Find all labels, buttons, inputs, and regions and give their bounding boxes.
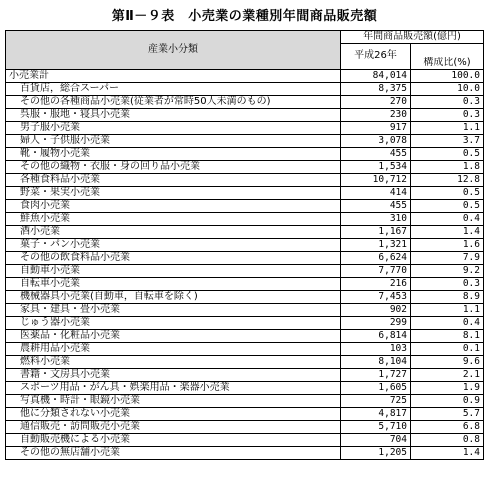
table-row	[6, 290, 484, 303]
table-row	[6, 160, 484, 173]
row-sales-value: 725	[341, 394, 411, 407]
row-sales-value: 299	[341, 316, 411, 329]
row-sales-value: 8,375	[341, 82, 411, 95]
row-ratio-value: 8.9	[411, 290, 484, 303]
row-ratio-value: 1.1	[411, 303, 484, 316]
row-category-name: 食肉小売業	[6, 199, 341, 212]
table-row	[6, 342, 484, 355]
row-ratio-value: 1.6	[411, 238, 484, 251]
row-category-name: 農耕用品小売業	[6, 342, 341, 355]
row-ratio-value: 0.5	[411, 186, 484, 199]
row-sales-value: 1,727	[341, 368, 411, 381]
table-row	[6, 82, 484, 95]
row-ratio-value: 0.3	[411, 95, 484, 108]
row-sales-value: 455	[341, 147, 411, 160]
row-ratio-value: 1.4	[411, 225, 484, 238]
table-row	[6, 446, 484, 459]
row-category-name: スポーツ用品・がん具・娯楽用品・楽器小売業	[6, 381, 341, 394]
sales-table	[5, 30, 484, 460]
row-ratio-value: 3.7	[411, 134, 484, 147]
row-sales-value: 1,534	[341, 160, 411, 173]
row-category-name: 呉服・服地・寝具小売業	[6, 108, 341, 121]
row-sales-value: 1,167	[341, 225, 411, 238]
table-row	[6, 95, 484, 108]
row-sales-value: 4,817	[341, 407, 411, 420]
row-category-name: その他の無店舗小売業	[6, 446, 341, 459]
row-sales-value: 270	[341, 95, 411, 108]
row-category-name: その他の飲食料品小売業	[6, 251, 341, 264]
row-ratio-value: 1.8	[411, 160, 484, 173]
table-row	[6, 225, 484, 238]
table-row	[6, 147, 484, 160]
row-category-name: 家具・建具・畳小売業	[6, 303, 341, 316]
row-sales-value: 704	[341, 433, 411, 446]
row-category-name: 各種食料品小売業	[6, 173, 341, 186]
row-category-name: 写真機・時計・眼鏡小売業	[6, 394, 341, 407]
row-ratio-value: 0.5	[411, 199, 484, 212]
row-category-name: 通信販売・訪問販売小売業	[6, 420, 341, 433]
table-row	[6, 368, 484, 381]
row-category-name: 機械器具小売業(自動車，自転車を除く)	[6, 290, 341, 303]
table-row	[6, 121, 484, 134]
row-category-name: 自動車小売業	[6, 264, 341, 277]
row-sales-value: 5,710	[341, 420, 411, 433]
table-body	[6, 69, 484, 459]
row-ratio-value: 0.1	[411, 342, 484, 355]
table-row	[6, 264, 484, 277]
row-category-name: 自転車小売業	[6, 277, 341, 290]
row-category-name: 菓子・パン小売業	[6, 238, 341, 251]
table-row	[6, 394, 484, 407]
table-row	[6, 277, 484, 290]
row-category-name: その他の各種商品小売業(従業者が常時50人未満のもの)	[6, 95, 341, 108]
row-sales-value: 310	[341, 212, 411, 225]
row-category-name: 靴・履物小売業	[6, 147, 341, 160]
table-row	[6, 238, 484, 251]
row-sales-value: 6,624	[341, 251, 411, 264]
row-ratio-value: 0.3	[411, 277, 484, 290]
header-ratio-spacer	[411, 44, 484, 57]
table-row	[6, 420, 484, 433]
page-title: 第Ⅱ－９表 小売業の業種別年間商品販売額	[111, 9, 378, 24]
row-sales-value: 1,605	[341, 381, 411, 394]
row-ratio-value: 10.0	[411, 82, 484, 95]
row-category-name: 酒小売業	[6, 225, 341, 238]
row-sales-value: 1,205	[341, 446, 411, 459]
table-row	[6, 381, 484, 394]
row-ratio-value: 9.2	[411, 264, 484, 277]
row-category-name: 自動販売機による小売業	[6, 433, 341, 446]
row-ratio-value: 2.1	[411, 368, 484, 381]
row-ratio-value: 1.1	[411, 121, 484, 134]
row-sales-value: 10,712	[341, 173, 411, 186]
header-category: 産業小分類	[6, 31, 341, 70]
table-row	[6, 69, 484, 82]
row-ratio-value: 0.9	[411, 394, 484, 407]
row-category-name: 鮮魚小売業	[6, 212, 341, 225]
row-sales-value: 414	[341, 186, 411, 199]
table-row	[6, 212, 484, 225]
row-sales-value: 84,014	[341, 69, 411, 82]
row-sales-value: 3,078	[341, 134, 411, 147]
row-ratio-value: 8.1	[411, 329, 484, 342]
row-sales-value: 230	[341, 108, 411, 121]
table-row	[6, 355, 484, 368]
row-category-name: 男子服小売業	[6, 121, 341, 134]
row-sales-value: 1,321	[341, 238, 411, 251]
row-category-name: じゅう器小売業	[6, 316, 341, 329]
row-category-name: 他に分類されない小売業	[6, 407, 341, 420]
header-year: 平成26年	[341, 44, 411, 70]
row-category-name: 百貨店，総合スーパー	[6, 82, 341, 95]
table-row	[6, 173, 484, 186]
row-sales-value: 902	[341, 303, 411, 316]
row-ratio-value: 0.4	[411, 212, 484, 225]
table-row	[6, 407, 484, 420]
row-ratio-value: 9.6	[411, 355, 484, 368]
table-header	[6, 31, 484, 70]
row-ratio-value: 7.9	[411, 251, 484, 264]
row-ratio-value: 0.4	[411, 316, 484, 329]
row-ratio-value: 6.8	[411, 420, 484, 433]
row-ratio-value: 0.8	[411, 433, 484, 446]
row-ratio-value: 5.7	[411, 407, 484, 420]
row-sales-value: 6,814	[341, 329, 411, 342]
table-row	[6, 186, 484, 199]
table-row	[6, 134, 484, 147]
header-sales-group: 年間商品販売額(億円)	[341, 31, 484, 44]
row-category-name: その他の織物・衣服・身の回り品小売業	[6, 160, 341, 173]
row-ratio-value: 0.3	[411, 108, 484, 121]
row-sales-value: 103	[341, 342, 411, 355]
row-sales-value: 917	[341, 121, 411, 134]
header-ratio: 構成比(%)	[411, 57, 484, 70]
row-category-name: 書籍・文房具小売業	[6, 368, 341, 381]
table-row	[6, 433, 484, 446]
row-ratio-value: 1.9	[411, 381, 484, 394]
row-sales-value: 216	[341, 277, 411, 290]
table-row	[6, 316, 484, 329]
row-category-name: 小売業計	[6, 69, 341, 82]
table-row	[6, 303, 484, 316]
table-row	[6, 108, 484, 121]
row-category-name: 婦人・子供服小売業	[6, 134, 341, 147]
row-sales-value: 7,770	[341, 264, 411, 277]
row-sales-value: 455	[341, 199, 411, 212]
row-ratio-value: 1.4	[411, 446, 484, 459]
row-category-name: 燃料小売業	[6, 355, 341, 368]
row-category-name: 野菜・果実小売業	[6, 186, 341, 199]
row-ratio-value: 100.0	[411, 69, 484, 82]
table-row	[6, 199, 484, 212]
row-ratio-value: 12.8	[411, 173, 484, 186]
row-category-name: 医薬品・化粧品小売業	[6, 329, 341, 342]
table-row	[6, 329, 484, 342]
row-sales-value: 8,104	[341, 355, 411, 368]
row-ratio-value: 0.5	[411, 147, 484, 160]
table-row	[6, 251, 484, 264]
row-sales-value: 7,453	[341, 290, 411, 303]
